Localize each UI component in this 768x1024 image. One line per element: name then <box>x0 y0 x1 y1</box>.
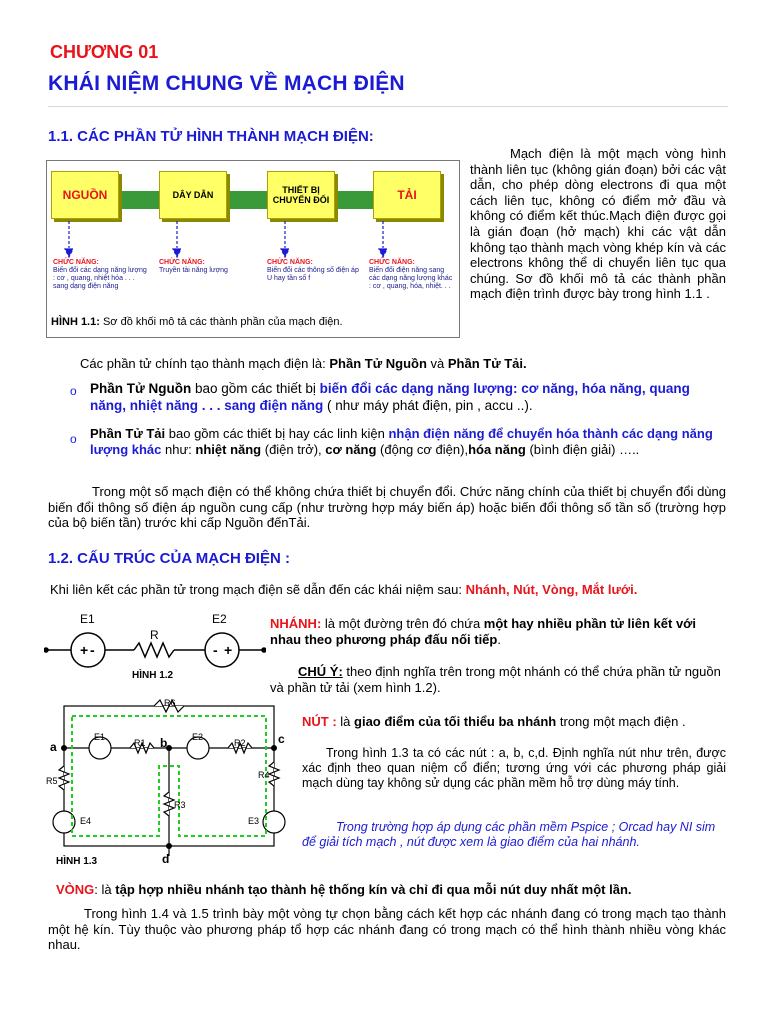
nhanh-t2: . <box>497 631 501 647</box>
node-d: d <box>162 852 170 866</box>
bullet-nguon <box>90 380 726 414</box>
function-nguon-text: Biến đổi các dạng năng lượng : cơ , quang, nhiệt hóa . . . sang dạng điện năng <box>53 267 147 290</box>
function-day-dan <box>159 259 255 275</box>
chu-y-text: theo định nghĩa trên trong một nhánh có thể chứa phần tử nguồn và phần tử tải (xem hình 1.2). <box>270 664 721 695</box>
chu-y-note <box>270 664 726 695</box>
function-nguon <box>53 259 149 291</box>
function-chuyen-doi-label: CHỨC NĂNG: <box>267 259 313 266</box>
nut-t2: trong một mạch điện . <box>556 714 686 729</box>
nut-software-note: Trong trường hợp áp dụng các phần mềm Pspice ; Orcad hay NI sim để giải tích mạch , nút được xem là giao điểm của hai nhánh. <box>302 820 716 849</box>
bullet-tai <box>90 426 726 458</box>
block-nguon: NGUỒN <box>51 171 119 219</box>
node-c: c <box>278 732 285 746</box>
nut-t1: là <box>336 714 355 729</box>
bullet-tai-t4: (động cơ điện), <box>376 442 469 457</box>
main-and: và <box>426 356 448 371</box>
bullet-icon: o <box>70 384 77 398</box>
chapter-label: CHƯƠNG 01 <box>50 42 159 62</box>
nut-definition <box>302 714 726 730</box>
bullet-tai-n2: cơ năng <box>325 442 377 457</box>
figure-1-1 <box>46 160 460 338</box>
fig13-r5: R5 <box>46 776 58 786</box>
fig13-e3: E3 <box>248 816 260 826</box>
block-day-dan: DÂY DẪN <box>159 171 227 219</box>
figure-1-3 <box>44 696 294 872</box>
title-divider <box>48 106 728 107</box>
svg-text:-: - <box>213 642 218 658</box>
converter-paragraph: Trong một số mạch điện có thể không chứa thiết bị chuyển đổi. Chức năng chính của thiết bị chuyển đổi dùng biến đổi thông số điện áp nguồn cung cấp (như trường hợp máy biến áp) hoặc biến đổi thông số tần số (trường hợp của bộ biến tần) trước khi cấp Nguồn đếnTải. <box>48 484 726 531</box>
function-day-dan-text: Truyền tải năng lượng <box>159 267 228 274</box>
function-chuyen-doi-text: Biến đổi các thông số điện áp U hay tần số f <box>267 267 359 282</box>
nhanh-term: NHÁNH: <box>270 616 322 631</box>
caption-label: HÌNH 1.1: <box>51 316 100 328</box>
function-nguon-label: CHỨC NĂNG: <box>53 259 99 266</box>
function-tai-label: CHỨC NĂNG: <box>369 259 415 266</box>
page-title: KHÁI NIỆM CHUNG VỀ MẠCH ĐIỆN <box>48 72 405 95</box>
fig13-r4: R4 <box>258 770 270 780</box>
bullet-tai-t2: như: <box>161 442 196 457</box>
function-chuyen-doi <box>267 259 363 283</box>
nhanh-definition <box>270 616 726 647</box>
vong-term: VÒNG <box>56 882 95 897</box>
figure-1-1-caption <box>51 316 343 328</box>
concepts-lead: Khi liên kết các phần tử trong mạch điện sẽ dẫn đến các khái niệm sau: <box>50 582 466 597</box>
node-b: b <box>160 736 168 750</box>
section-2-heading: 1.2. CẤU TRÚC CỦA MẠCH ĐIỆN : <box>48 550 290 567</box>
bullet-icon: o <box>70 432 77 446</box>
fig12-label: HÌNH 1.2 <box>132 670 174 681</box>
function-tai <box>369 259 455 291</box>
bullet-tai-t3: (điện trở), <box>261 442 326 457</box>
fig12-e1: E1 <box>80 612 95 626</box>
bullet-tai-blue: nhận điện năng để chuyển hóa thành các dạng năng lượng khác <box>90 426 713 457</box>
fig13-r6: R6 <box>164 698 176 708</box>
bullet-tai-n3: hóa năng <box>468 442 526 457</box>
fig12-e2: E2 <box>212 612 227 626</box>
intro-right-paragraph: Mạch điện là một mạch vòng hình thành liên tục (không gián đoạn) bởi các vật dẫn, cho phép dòng electrons đi qua một cách liên tục, không có điểm mở đầu và không có điểm kết thúc.Mạch điện được gọi là gián đoạn (hở mạch) khi các vật dẫn không tạo thành mạch vòng khép kín và các electrons không thể di chuyển liên tục qua chúng. Sơ đồ khối mô tả các thành phần mạch điện trình được bày trong hình 1.1 . <box>470 146 726 302</box>
nut-paragraph: Trong hình 1.3 ta có các nút : a, b, c,d. Định nghĩa nút như trên, được xác định theo quan niệm cổ điển; tương ứng với các phương pháp giải mạch dùng tay không sử dụng các phần mềm hỗ trợ dùng máy tính. <box>302 746 726 790</box>
nhanh-bold: một hay nhiều phần tử liên kết với nhau theo phương pháp đấu nối tiếp <box>270 616 697 647</box>
fig13-r1: R1 <box>134 738 146 748</box>
function-tai-text: Biến đổi điện năng sang các dạng năng lượng khác : cơ , quang, hóa, nhiệt. . . <box>369 267 453 290</box>
function-arrows <box>47 221 459 261</box>
fig13-label: HÌNH 1.3 <box>56 856 98 867</box>
bullet-tai-t1: bao gồm các thiết bị hay các linh kiện <box>165 426 389 441</box>
section-1-heading: 1.1. CÁC PHẦN TỬ HÌNH THÀNH MẠCH ĐIỆN: <box>48 128 374 145</box>
svg-text:+: + <box>80 642 89 658</box>
block-tai: TẢI <box>373 171 441 219</box>
fig12-r: R <box>150 628 159 642</box>
fig13-e2: E2 <box>192 732 204 742</box>
caption-text: Sơ đồ khối mô tả các thành phần của mạch điện. <box>102 316 343 328</box>
fig13-e1: E1 <box>94 732 106 742</box>
vong-bold: tập hợp nhiều nhánh tạo thành hệ thống kín và chỉ đi qua mỗi nút duy nhất một lần. <box>115 882 632 897</box>
node-a: a <box>50 740 57 754</box>
bullet-nguon-term: Phần Tử Nguồn <box>90 381 192 396</box>
nhanh-t1: là một đường trên đó chứa <box>321 616 484 631</box>
bullet-tai-t5: (bình điện giải) ….. <box>525 442 640 457</box>
fig13-e4: E4 <box>80 816 92 826</box>
vong-definition <box>56 882 632 898</box>
nut-term: NÚT : <box>302 714 337 729</box>
main-term-nguon: Phần Tử Nguồn <box>329 356 427 371</box>
nut-bold: giao điểm của tối thiểu ba nhánh <box>354 714 557 729</box>
function-day-dan-label: CHỨC NĂNG: <box>159 259 205 266</box>
fig13-r2: R2 <box>234 738 246 748</box>
main-term-tai: Phần Tử Tải. <box>447 356 527 371</box>
loop-paragraph: Trong hình 1.4 và 1.5 trình bày một vòng tự chọn bằng cách kết hợp các nhánh đang có trong mạch tạo thành một hệ kín. Tùy thuộc vào phương pháp tổ hợp các nhánh đang có trong mạch có thể hình thành nhiều vòng khác nhau. <box>48 906 726 953</box>
concepts-terms: Nhánh, Nút, Vòng, Mắt lưới. <box>465 582 638 597</box>
svg-text:-: - <box>90 642 95 658</box>
block-chuyen-doi: THIẾT BỊ CHUYỂN ĐỔI <box>267 171 335 219</box>
fig13-r3: R3 <box>174 800 186 810</box>
main-elements-line <box>80 356 527 372</box>
bullet-nguon-t1: bao gồm các thiết bị <box>191 381 320 396</box>
bullet-tai-term: Phần Tử Tải <box>90 426 166 441</box>
bullet-nguon-t2: ( như máy phát điện, pin , accu ..). <box>323 398 533 413</box>
bullet-tai-n1: nhiệt năng <box>195 442 262 457</box>
vong-t1: : là <box>94 882 116 897</box>
main-lead: Các phần tử chính tạo thành mạch điện là: <box>80 356 330 371</box>
concepts-line <box>50 582 637 598</box>
chu-y-term: CHÚ Ý: <box>298 664 343 679</box>
bullet-nguon-blue: biến đổi các dạng năng lượng: cơ năng, hóa năng, quang năng, nhiệt năng . . . sang điện năng <box>90 381 690 413</box>
svg-text:+: + <box>224 642 233 658</box>
